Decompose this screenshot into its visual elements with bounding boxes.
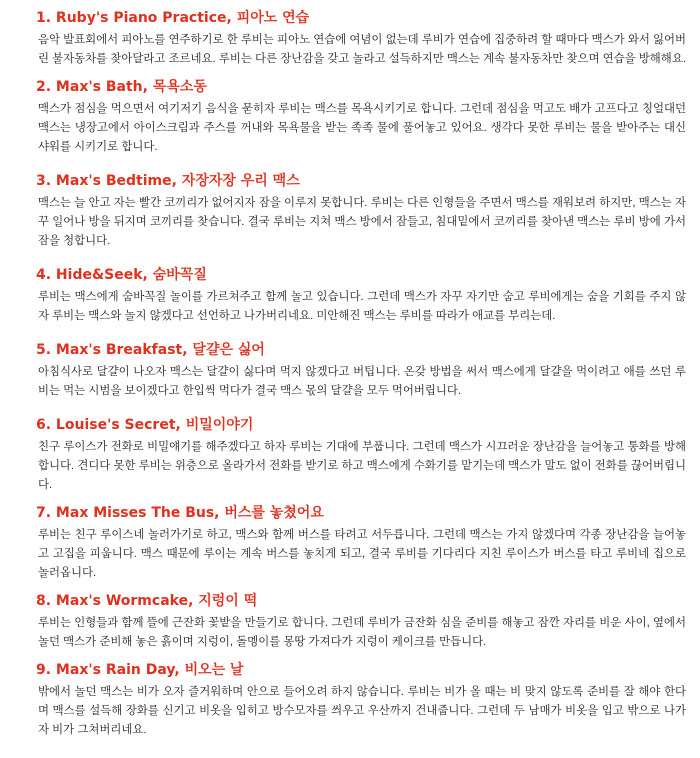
episode-title: 9. Max's Rain Day, 비오는 날 [36, 662, 244, 678]
spacer [38, 583, 686, 591]
episode-3 [38, 171, 686, 251]
episode-summary: 루비는 인형들과 함께 뜰에 근잔화 꽃밭을 만들기로 합니다. 그런데 루비가 금잔화 심을 준비를 해놓고 잠깐 자리를 비운 사이, 옆에서 놀던 맥스가 준비해 놓은 흙이며 지렁이, 돌멩이를 몽땅 가져다가 지렁이 케이크를 만듭니다. [38, 617, 686, 648]
spacer [38, 652, 686, 660]
spacer [38, 251, 686, 265]
episode-summary: 친구 루이스가 전화로 비밀얘기를 해주겠다고 하자 루비는 기대에 부풉니다. 그런데 맥스가 시끄러운 장난감을 늘어놓고 통화를 방해합니다. 견디다 못한 루비는 위층으로 올라가서 전화를 받기로 하고 맥스에게 수화기를 맡기는데 맥스가 말도 없이 전화를 끊어버립니다. [38, 441, 686, 491]
episode-8 [38, 591, 686, 652]
episode-title: 5. Max's Breakfast, 달걀은 싫어 [36, 342, 265, 358]
spacer [38, 157, 686, 171]
episode-title: 2. Max's Bath, 목욕소동 [36, 79, 207, 95]
spacer [38, 495, 686, 503]
episode-title: 8. Max's Wormcake, 지렁이 떡 [36, 593, 258, 609]
spacer [38, 326, 686, 340]
episode-2 [38, 77, 686, 157]
episode-5 [38, 340, 686, 401]
episode-summary: 루비는 친구 루이스네 놀러가기로 하고, 맥스와 함께 버스를 타려고 서두릅니다. 그런데 맥스는 가지 않겠다며 각종 장난감을 늘어놓고 고집을 피웁니다. 맥스 때문에 루이는 계속 버스를 놓치게 되고, 결국 루비를 기다리다 지친 루이스가 버스를 타고 루비네 집으로 놀러옵니다. [38, 529, 686, 579]
episode-title: 6. Louise's Secret, 비밀이야기 [36, 417, 254, 433]
episode-1 [38, 8, 686, 69]
episode-9 [38, 660, 686, 740]
episode-7 [38, 503, 686, 583]
episode-4 [38, 265, 686, 326]
episode-title: 7. Max Misses The Bus, 버스를 놓쳤어요 [36, 505, 324, 521]
episode-summary: 밖에서 놀던 맥스는 비가 오자 즐거워하며 안으로 들어오려 하지 않습니다. 루비는 비가 올 때는 비 맞지 않도록 준비를 잘 해야 한다며 맥스를 설득해 장화를 신기고 비옷을 입히고 방수모자를 씌우고 우산까지 건내줍니다. 그런데 두 남매가 비옷을 입고 밖으로 나가자 비가 그쳐버리네요. [38, 686, 686, 736]
episode-title: 4. Hide&Seek, 숨바꼭질 [36, 267, 207, 283]
episode-summary: 루비는 맥스에게 숨바꼭질 놀이를 가르쳐주고 함께 놀고 있습니다. 그런데 맥스가 자꾸 자기만 숨고 루비에게는 숨을 기회를 주지 않자 루비는 맥스와 놀지 않겠다고 선언하고 나가버리네요. 미안해진 맥스는 루비를 따라가 애교를 부리는데. [38, 291, 686, 322]
episode-6 [38, 415, 686, 495]
episode-title: 1. Ruby's Piano Practice, 피아노 연습 [36, 10, 310, 26]
spacer [38, 401, 686, 415]
episode-summary: 음악 발표회에서 피아노를 연주하기로 한 루비는 피아노 연습에 여념이 없는데 루비가 연습에 집중하려 할 때마다 맥스가 와서 잃어버린 불자동차를 찾아달라고 조르네요. 루비는 다른 장난감을 갖고 놀라고 설득하지만 맥스는 계속 불자동차만 찾으며 연습을 방해해요. [38, 34, 686, 65]
spacer [38, 69, 686, 77]
episode-summary: 맥스는 늘 안고 자는 빨간 코끼리가 없어지자 잠을 이루지 못합니다. 루비는 다른 인형들을 주면서 맥스를 재워보려 하지만, 맥스는 자꾸 일어나 방을 뒤지며 코끼리를 찾습니다. 결국 루비는 지쳐 맥스 방에서 잠들고, 침대밑에서 코끼리를 찾아낸 맥스는 루비 방에 가서 잠을 청합니다. [38, 197, 686, 247]
episode-summary: 맥스가 점심을 먹으면서 여기저기 음식을 묻히자 루비는 맥스를 목욕시키기로 합니다. 그런데 점심을 먹고도 배가 고프다고 칭얼대던 맥스는 냉장고에서 아이스크림과 주스를 꺼내와 목욕물을 받는 족족 물에 풀어놓고 있어요. 생각다 못한 루비는 물을 받아주는 대신 샤워를 시키기로 합니다. [38, 103, 686, 153]
episode-summary: 아침식사로 달걀이 나오자 맥스는 달걀이 싫다며 먹지 않겠다고 버팁니다. 온갖 방법을 써서 맥스에게 달걀을 먹이려고 애를 쓰던 루비는 먹는 시범을 보이겠다고 한입씩 먹다가 결국 맥스 몫의 달걀을 모두 먹어버립니다. [38, 366, 686, 397]
episode-title: 3. Max's Bedtime, 자장자장 우리 맥스 [36, 173, 300, 189]
